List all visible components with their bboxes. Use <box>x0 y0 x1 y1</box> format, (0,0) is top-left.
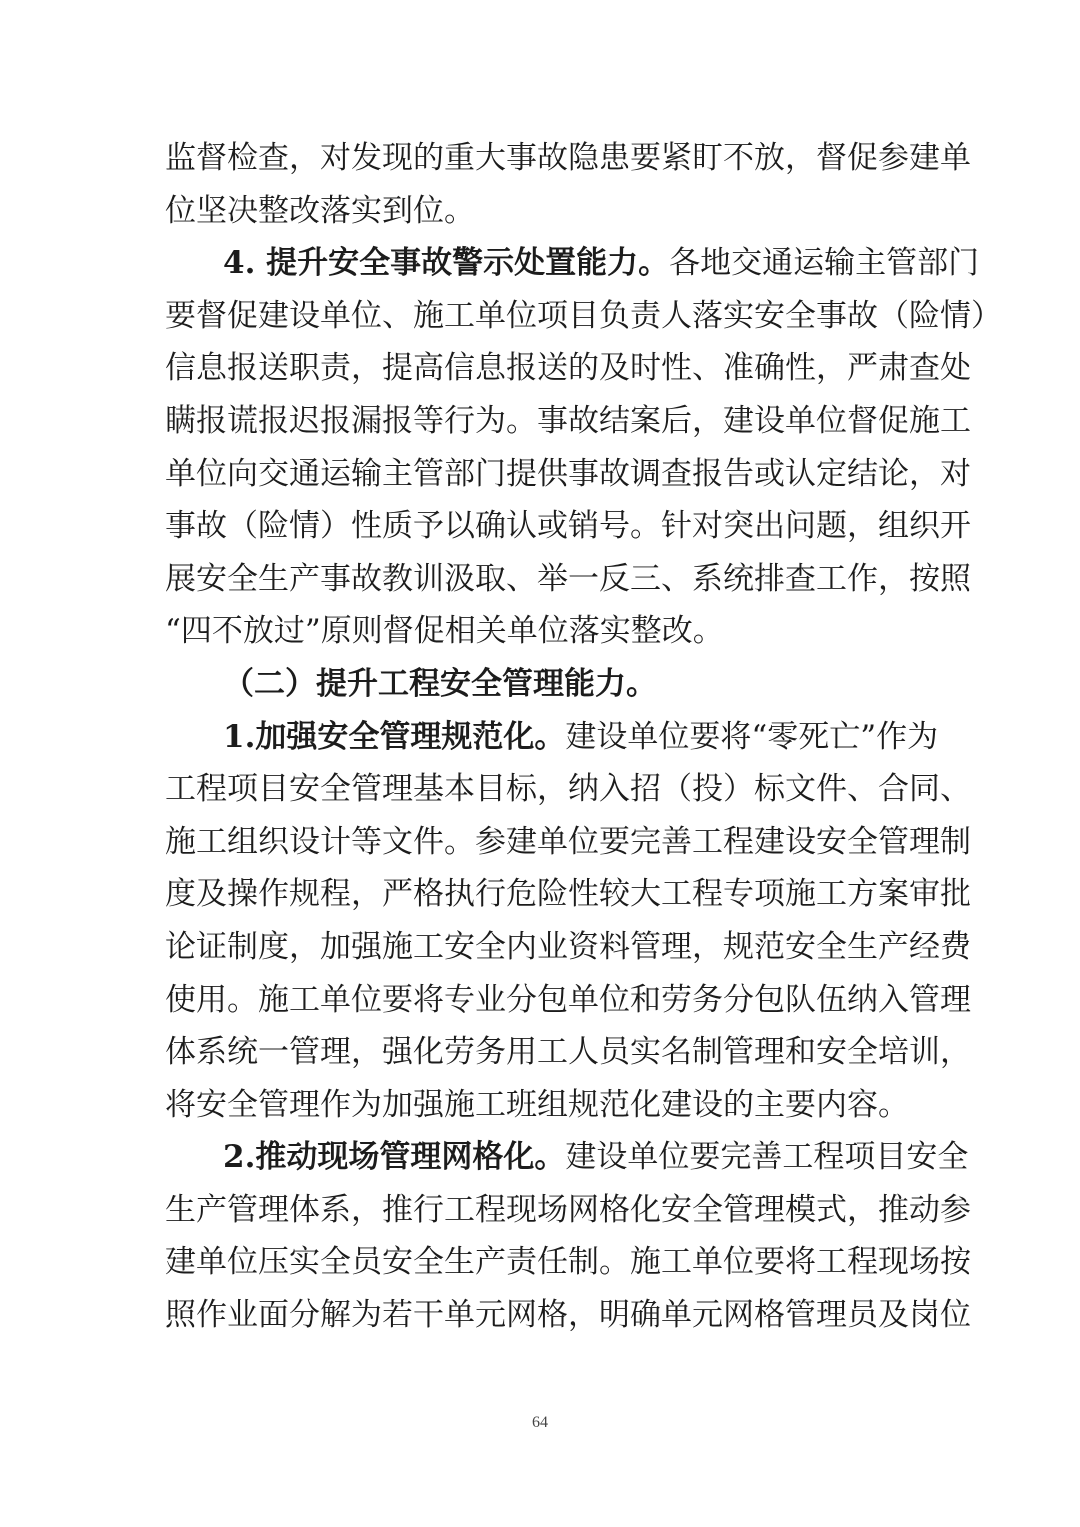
text-line <box>165 658 919 711</box>
text-line <box>165 237 980 290</box>
text-line: 位坚决整改落实到位。 <box>165 192 475 229</box>
text-line: 瞒报谎报迟报漏报等行为。事故结案后，建设单位督促施工 <box>165 402 971 439</box>
text-run: 各地交通运输主管部门 <box>669 245 980 282</box>
text-line: 建单位压实全员安全生产责任制。施工单位要将工程现场按 <box>165 1244 971 1281</box>
text-run: 建设单位要将“零死亡”作为 <box>565 718 939 755</box>
text-line: 体系统一管理，强化劳务用工人员实名制管理和安全培训， <box>165 1034 971 1071</box>
section-heading: 4. 提升安全事故警示处置能力。 <box>223 245 670 282</box>
text-line: 生产管理体系，推行工程现场网格化安全管理模式，推动参 <box>165 1191 971 1228</box>
text-line: 度及操作规程，严格执行危险性较大工程专项施工方案审批 <box>165 876 971 913</box>
section-heading: 1.加强安全管理规范化。 <box>223 718 566 755</box>
text-line: “四不放过”原则督促相关单位落实整改。 <box>165 613 724 650</box>
text-line: 单位向交通运输主管部门提供事故调查报告或认定结论，对 <box>165 455 971 492</box>
text-line: 使用。施工单位要将专业分包单位和劳务分包队伍纳入管理 <box>165 981 971 1018</box>
text-line <box>165 711 939 764</box>
text-line: 论证制度，加强施工安全内业资料管理，规范安全生产经费 <box>165 928 971 965</box>
text-line: 展安全生产事故教训汲取、举一反三、系统排查工作，按照 <box>165 560 971 597</box>
text-line: 将安全管理作为加强施工班组规范化建设的主要内容。 <box>165 1086 909 1123</box>
text-line: 事故（险情）性质予以确认或销号。针对突出问题，组织开 <box>165 508 971 545</box>
text-line: 照作业面分解为若干单元网格，明确单元网格管理员及岗位 <box>165 1297 971 1334</box>
text-line: 监督检查，对发现的重大事故隐患要紧盯不放，督促参建单 <box>165 140 971 176</box>
text-line: 工程项目安全管理基本目标，纳入招（投）标文件、合同、 <box>165 771 971 808</box>
text-line: 要督促建设单位、施工单位项目负责人落实安全事故（险情） <box>165 297 1002 334</box>
page-number: 64 <box>532 1414 548 1431</box>
text-run: 建设单位要完善工程项目安全 <box>565 1139 969 1176</box>
text-line <box>165 1131 969 1184</box>
text-line: 信息报送职责，提高信息报送的及时性、准确性，严肃查处 <box>165 350 971 387</box>
section-heading: （二）提升工程安全管理能力。 <box>223 665 657 702</box>
section-heading: 2.推动现场管理网格化。 <box>223 1139 566 1176</box>
text-line: 施工组织设计等文件。参建单位要完善工程建设安全管理制 <box>165 823 971 860</box>
